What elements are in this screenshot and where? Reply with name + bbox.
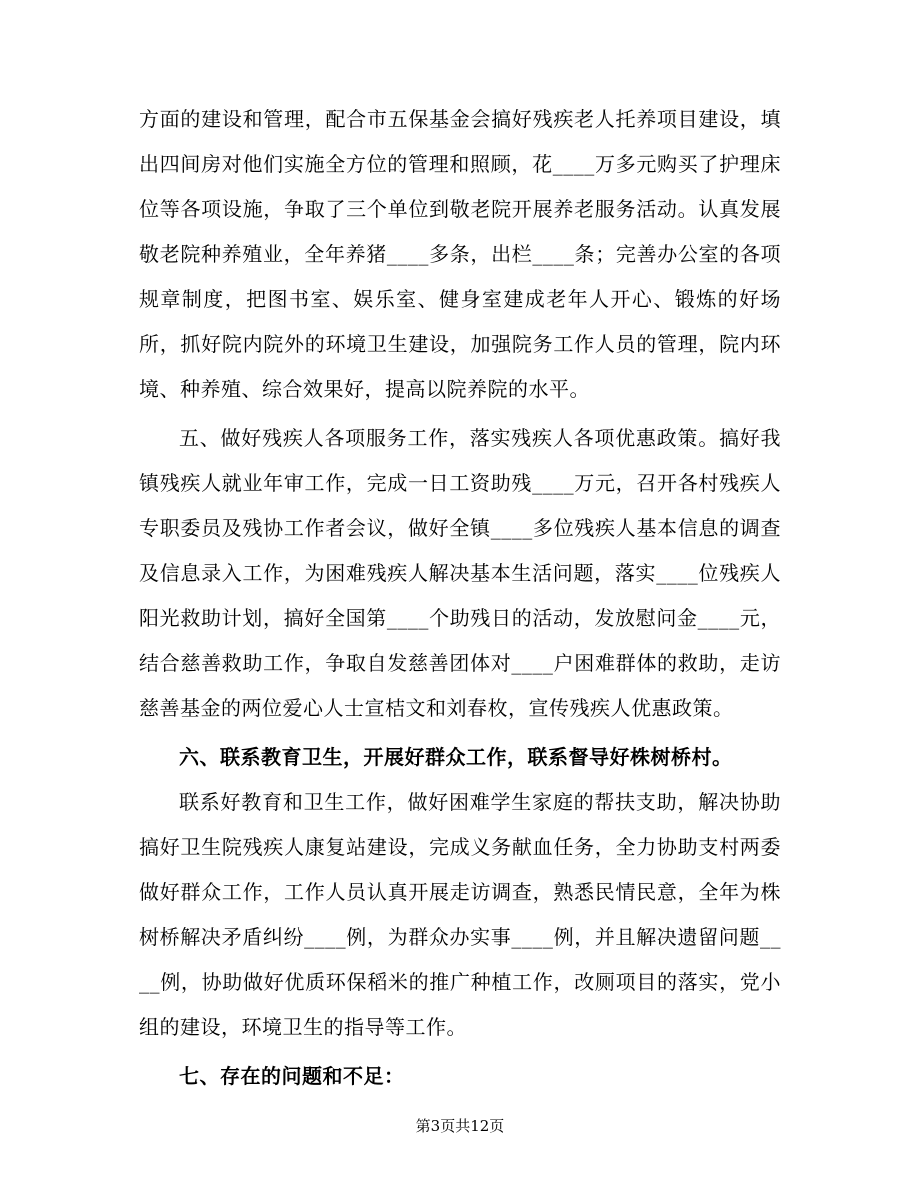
- heading-education-health: 六、联系教育卫生，开展好群众工作，联系督导好株树桥村。: [179, 745, 733, 769]
- paragraph-disabled-services: 五、做好残疾人各项服务工作，落实残疾人各项优惠政策。搞好我镇残疾人就业年审工作，完成一日工资助残____万元，召开各村残疾人专职委员及残协工作者会议，做好全镇____多位残疾人基本信息的调查及信息录入工作，为困难残疾人解决基本生活问题，落实____位残疾人阳光救助计划，搞好全国第____个助残日的活动，发放慰问金____元，结合慈善救助工作，争取自发慈善团体对____户困难群体的救助，走访慈善基金的两位爱心人士宣桔文和刘春枚，宣传残疾人优惠政策。: [139, 426, 781, 720]
- document-body: [139, 97, 781, 1099]
- paragraph-elderly-care: 方面的建设和管理，配合市五保基金会搞好残疾老人托养项目建设，填出四间房对他们实施全方位的管理和照顾，花____万多元购买了护理床位等各项设施，争取了三个单位到敬老院开展养老服务活动。认真发展敬老院种养殖业，全年养猪____多条，出栏____条；完善办公室的各项规章制度，把图书室、娱乐室、健身室建成老年人开心、锻炼的好场所，抓好院内院外的环境卫生建设，加强院务工作人员的管理，院内环境、种养殖、综合效果好，提高以院养院的水平。: [139, 107, 781, 401]
- paragraph-education-health: 联系好教育和卫生工作，做好困难学生家庭的帮扶支助，解决协助搞好卫生院残疾人康复站建设，完成义务献血任务，全力协助支村两委做好群众工作，工作人员认真开展走访调查，熟悉民情民意，全年为株树桥解决矛盾纠纷____例，为群众办实事____例，并且解决遗留问题____例，协助做好优质环保稻米的推广种植工作，改厕项目的落实，党小组的建设，环境卫生的指导等工作。: [139, 790, 781, 1039]
- heading-problems: 七、存在的问题和不足：: [179, 1064, 405, 1088]
- page-number-footer: 第3页共12页: [415, 1117, 505, 1135]
